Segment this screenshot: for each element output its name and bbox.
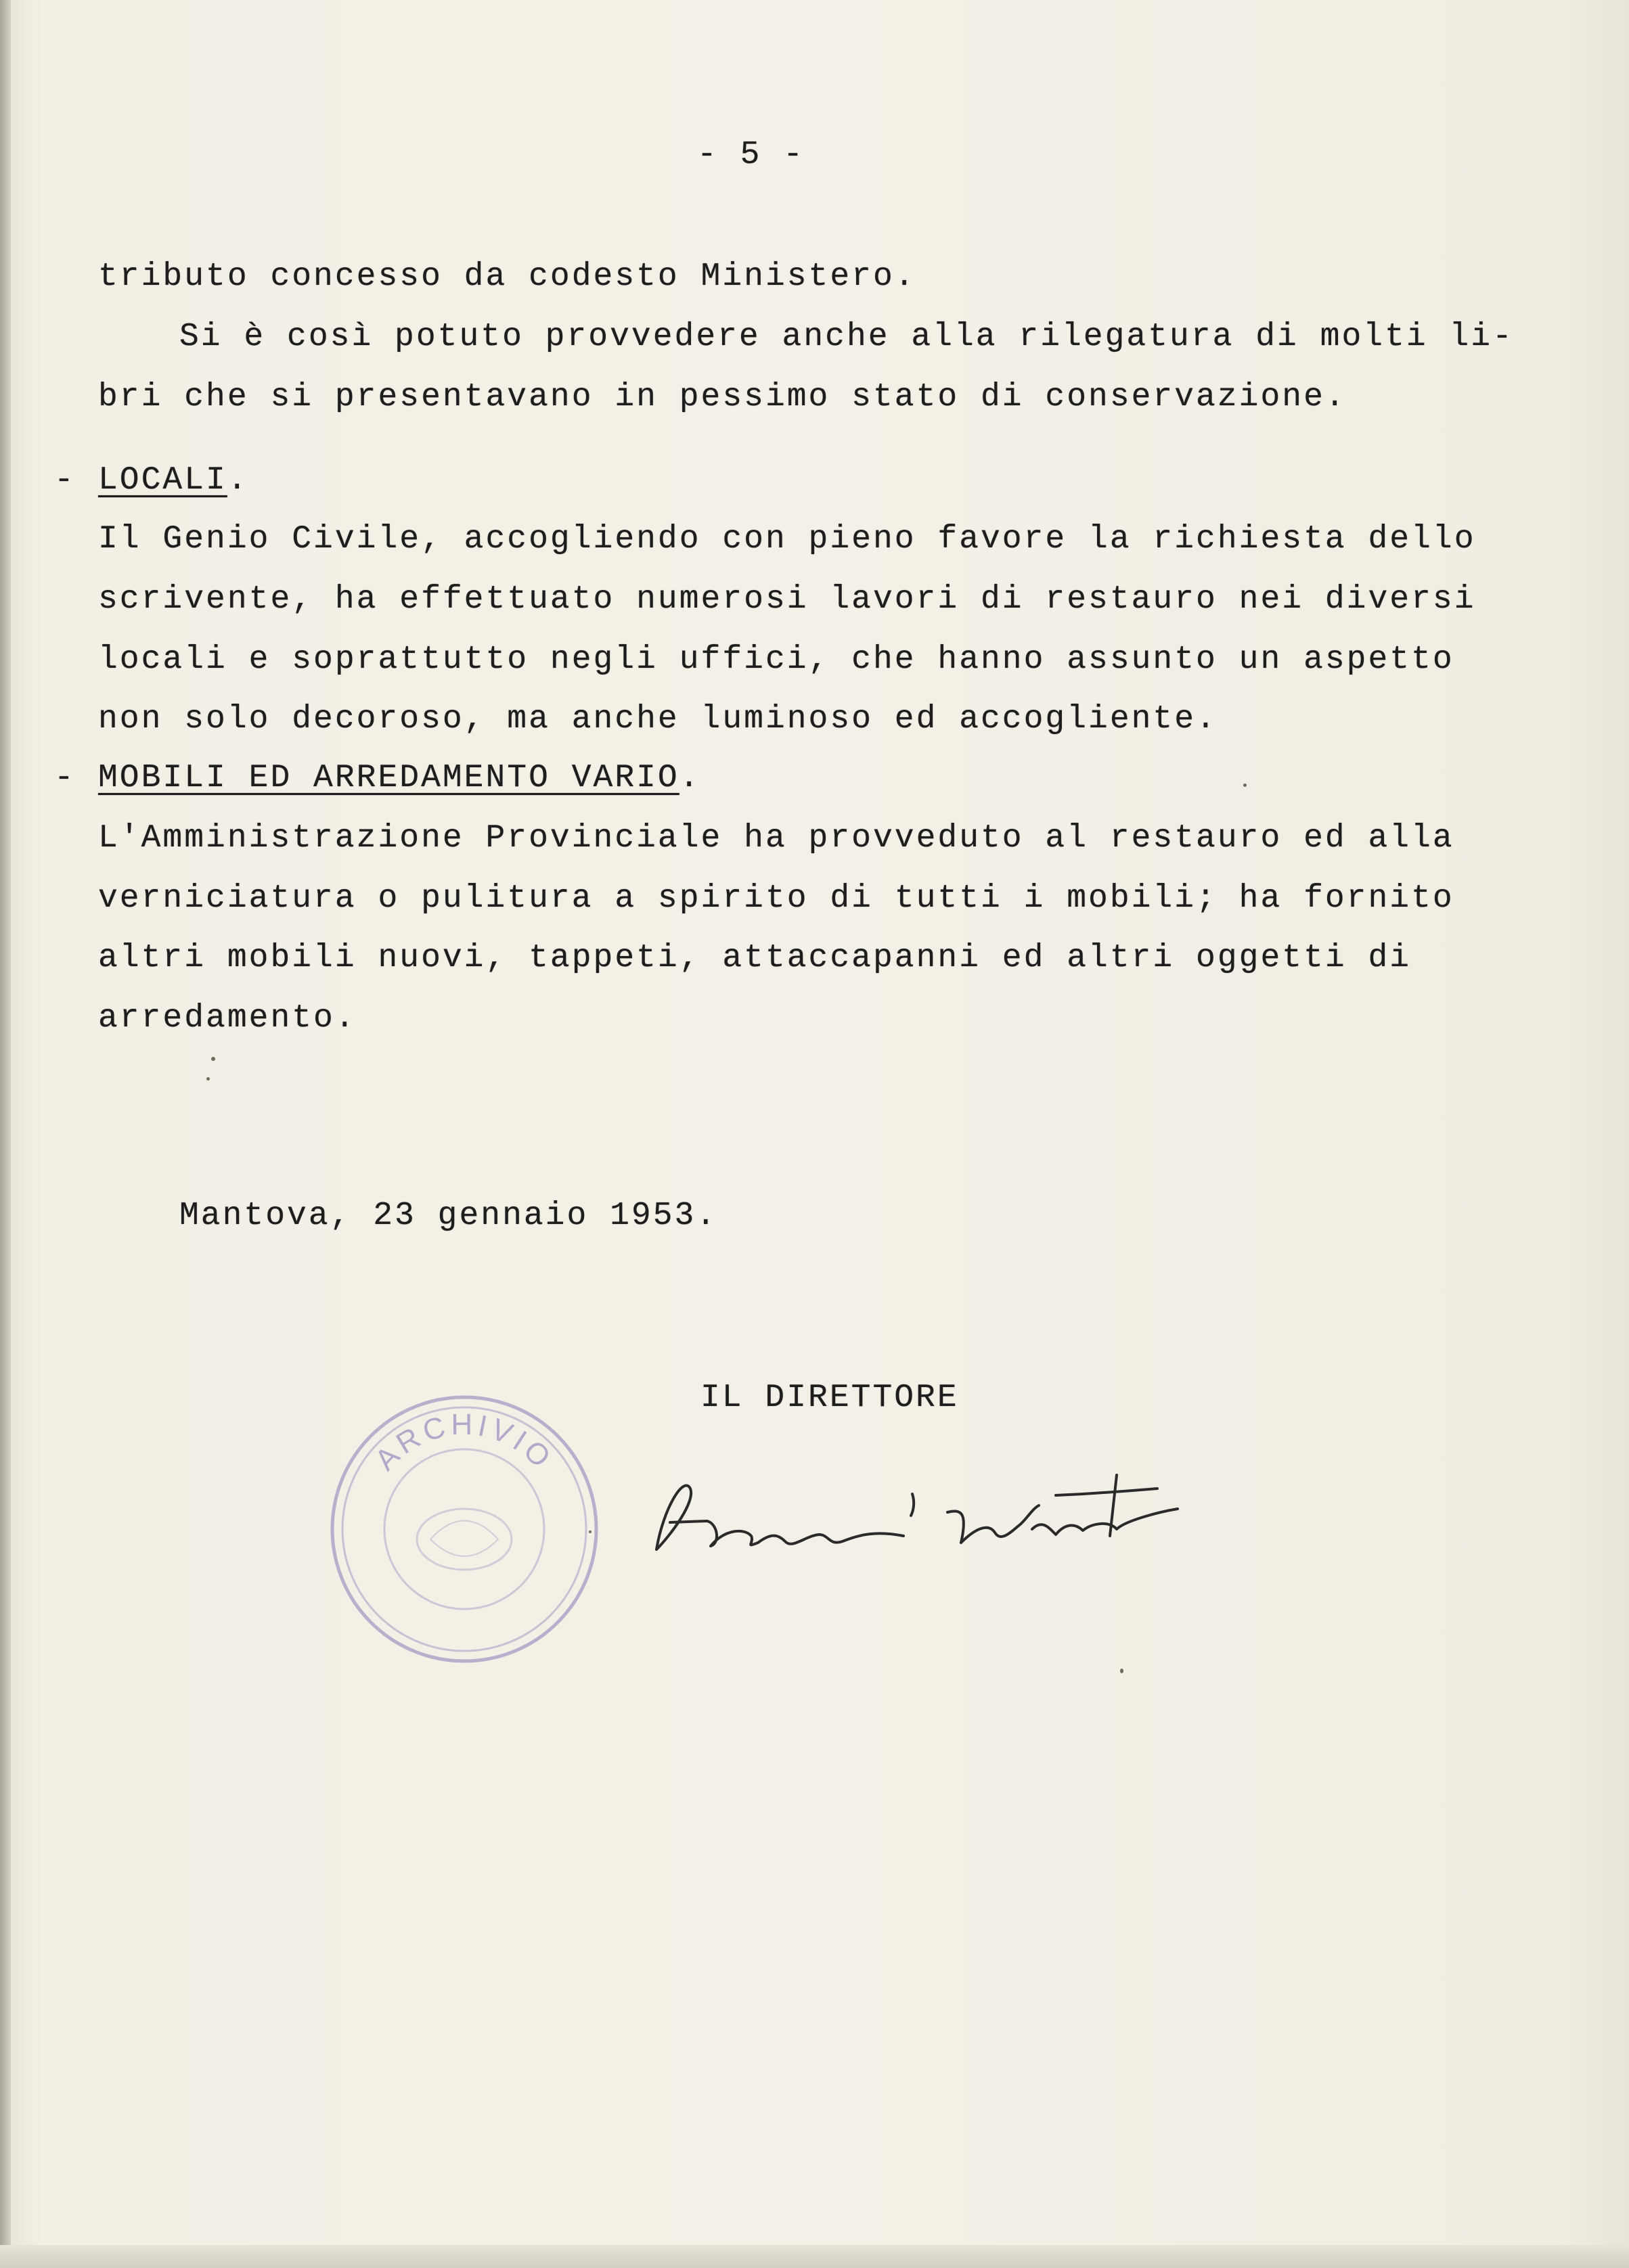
- section-heading-locali-text: LOCALI: [98, 462, 227, 499]
- archive-stamp: [322, 1387, 606, 1671]
- mobili-line-3: altri mobili nuovi, tappeti, attaccapanni ed altri oggetti di: [98, 940, 1412, 976]
- director-signature: [643, 1448, 1198, 1570]
- paper-speck: [589, 1530, 592, 1533]
- section-heading-mobili-period: .: [679, 760, 701, 796]
- body-line-3: bri che si presentavano in pessimo stato di conservazione.: [98, 379, 1347, 415]
- paper-speck: [211, 1057, 215, 1061]
- signatory-title: IL DIRETTORE: [700, 1380, 959, 1416]
- body-line-1: tributo concesso da codesto Ministero.: [98, 258, 916, 295]
- section-heading-mobili: [98, 762, 701, 794]
- locali-line-2: scrivente, ha effettuato numerosi lavori di restauro nei diversi: [98, 581, 1476, 618]
- section-dash-locali: -: [54, 462, 76, 499]
- date-line: Mantova, 23 gennaio 1953.: [179, 1198, 718, 1234]
- mobili-line-1: L'Amministrazione Provinciale ha provveduto al restauro ed alla: [98, 820, 1454, 857]
- page-bottom-edge: [0, 2245, 1629, 2268]
- locali-line-3: locali e soprattutto negli uffici, che hanno assunto un aspetto: [98, 641, 1454, 678]
- section-heading-locali-period: .: [227, 462, 249, 499]
- paper-speck: [1120, 1669, 1123, 1673]
- body-line-2: Si è così potuto provvedere anche alla rilegatura di molti li-: [179, 319, 1514, 355]
- binding-edge: [0, 0, 11, 2268]
- mobili-line-4: arredamento.: [98, 1000, 357, 1037]
- stamp-text: ARCHIVIO: [368, 1407, 560, 1477]
- paper-speck: [206, 1077, 210, 1081]
- page-number: - 5 -: [697, 137, 805, 173]
- section-heading-mobili-text: MOBILI ED ARREDAMENTO VARIO: [98, 760, 679, 796]
- locali-line-1: Il Genio Civile, accogliendo con pieno favore la richiesta dello: [98, 521, 1476, 558]
- paper-speck: [1243, 784, 1247, 787]
- mobili-line-2: verniciatura o pulitura a spirito di tutti i mobili; ha fornito: [98, 880, 1454, 917]
- section-dash-mobili: -: [54, 760, 76, 796]
- section-heading-locali: [98, 464, 249, 497]
- locali-line-4: non solo decoroso, ma anche luminoso ed accogliente.: [98, 701, 1218, 738]
